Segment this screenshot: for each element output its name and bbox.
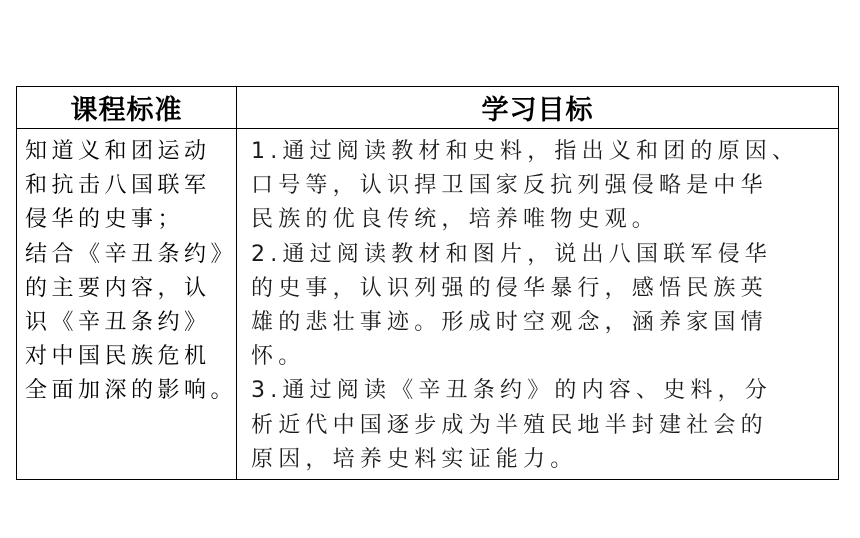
standard-line: 知道义和团运动 <box>25 139 211 164</box>
goal-line: 民族的优良传统，培养唯物史观。 <box>251 207 660 233</box>
goal-line: 1.通过阅读教材和史料，指出义和团的原因、 <box>251 139 800 164</box>
goal-line: 怀。 <box>251 344 306 370</box>
goal-line: 口号等，认识捍卫国家反抗列强侵略是中华 <box>251 173 768 199</box>
standard-line: 侵华的史事； <box>25 207 185 233</box>
goal-item-2 <box>251 238 830 375</box>
goal-line: 原因，培养史料实证能力。 <box>251 446 578 472</box>
standard-line: 结合《辛丑条约》 <box>25 241 238 267</box>
standard-line: 对中国民族危机 <box>25 344 211 370</box>
standard-line: 全面加深的影响。 <box>25 378 238 404</box>
standards-goals-table <box>16 86 839 480</box>
goal-line: 的史事，认识列强的侵华暴行，感悟民族英 <box>251 275 768 301</box>
goal-item-1 <box>251 135 830 238</box>
goal-line: 3.通过阅读《辛丑条约》的内容、史料，分 <box>251 378 772 404</box>
goal-line: 析近代中国逐步成为半殖民地半封建社会的 <box>251 412 768 438</box>
standard-line: 识《辛丑条约》 <box>25 310 211 336</box>
goal-item-3 <box>251 374 830 477</box>
header-curriculum-standard: 课程标准 <box>17 87 237 129</box>
header-learning-goals: 学习目标 <box>237 87 838 129</box>
learning-goals-cell <box>237 129 838 479</box>
goal-line: 雄的悲壮事迹。形成时空观念，涵养家国情 <box>251 310 768 336</box>
standard-line: 和抗击八国联军 <box>25 173 211 199</box>
goal-line: 2.通过阅读教材和图片，说出八国联军侵华 <box>251 241 772 267</box>
standard-line: 的主要内容，认 <box>25 275 211 301</box>
curriculum-standard-cell <box>17 129 237 479</box>
